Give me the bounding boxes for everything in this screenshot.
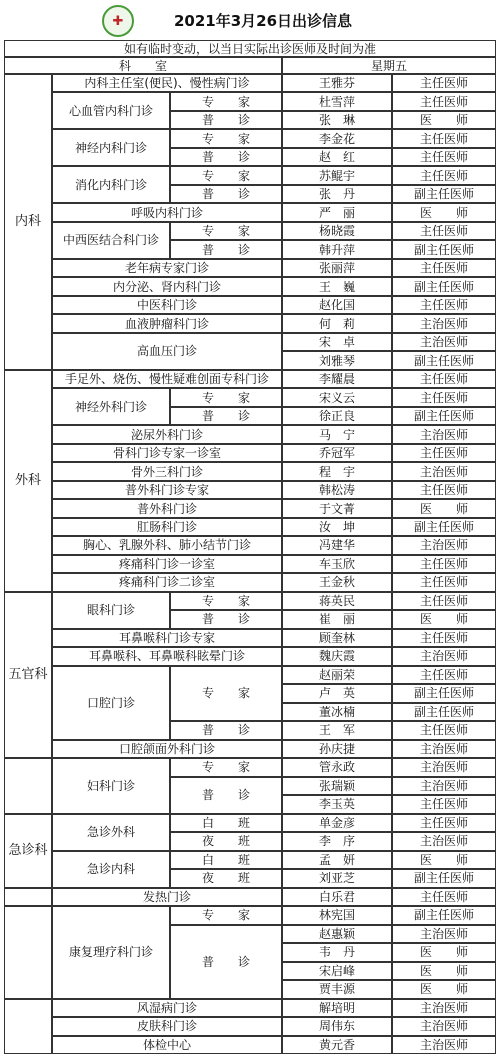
doctor-title: 副主任医师 <box>392 407 496 425</box>
doctor-name: 汝 坤 <box>282 518 392 536</box>
doctor-title: 主任医师 <box>392 129 496 147</box>
doctor-name: 徐正良 <box>282 407 392 425</box>
clinic-name: 疼痛科门诊一诊室 <box>52 555 282 573</box>
sub-clinic: 专 家 <box>170 222 282 240</box>
clinic-name: 口腔门诊 <box>52 666 170 740</box>
doctor-name: 乔冠军 <box>282 444 392 462</box>
doctor-name: 卢 英 <box>282 684 392 702</box>
clinic-name: 急诊外科 <box>52 814 170 851</box>
doctor-name: 马 宁 <box>282 425 392 443</box>
doctor-title: 主任医师 <box>392 296 496 314</box>
doctor-title: 主任医师 <box>392 222 496 240</box>
doctor-title: 主任医师 <box>392 814 496 832</box>
doctor-title: 主任医师 <box>392 592 496 610</box>
doctor-title: 医 师 <box>392 962 496 980</box>
clinic-name: 手足外、烧伤、慢性疑难创面专科门诊 <box>52 370 282 388</box>
clinic-name: 神经内科门诊 <box>52 129 170 166</box>
doctor-title: 主任医师 <box>392 370 496 388</box>
clinic-name: 神经外科门诊 <box>52 388 170 425</box>
sub-clinic: 普 诊 <box>170 185 282 203</box>
clinic-name: 消化内科门诊 <box>52 166 170 203</box>
doctor-title: 医 师 <box>392 610 496 628</box>
doctor-title: 主任医师 <box>392 721 496 739</box>
doctor-name: 刘雅琴 <box>282 351 392 369</box>
doctor-name: 赵化国 <box>282 296 392 314</box>
sub-clinic: 专 家 <box>170 758 282 776</box>
department-group: 急诊科 <box>4 814 52 888</box>
doctor-title: 主治医师 <box>392 425 496 443</box>
doctor-title: 副主任医师 <box>392 351 496 369</box>
clinic-name: 风湿病门诊 <box>52 999 282 1017</box>
doctor-title: 主治医师 <box>392 740 496 758</box>
doctor-title: 医 师 <box>392 980 496 998</box>
doctor-name: 程 宇 <box>282 462 392 480</box>
sub-clinic: 普 诊 <box>170 407 282 425</box>
sub-clinic: 专 家 <box>170 906 282 924</box>
clinic-name: 高血压门诊 <box>52 333 282 370</box>
clinic-name: 血液肿瘤科门诊 <box>52 314 282 332</box>
doctor-name: 何 莉 <box>282 314 392 332</box>
sub-clinic: 普 诊 <box>170 610 282 628</box>
doctor-title: 主治医师 <box>392 999 496 1017</box>
doctor-name: 赵惠颖 <box>282 925 392 943</box>
doctor-title: 主任医师 <box>392 166 496 184</box>
header-department: 科 室 <box>4 57 282 74</box>
doctor-title: 主治医师 <box>392 1017 496 1035</box>
doctor-name: 董冰楠 <box>282 703 392 721</box>
doctor-name: 李玉英 <box>282 795 392 813</box>
sub-clinic: 普 诊 <box>170 148 282 166</box>
doctor-title: 主任医师 <box>392 629 496 647</box>
clinic-name: 骨外三科门诊 <box>52 462 282 480</box>
doctor-title: 医 师 <box>392 851 496 869</box>
department-group: 五官科 <box>4 592 52 758</box>
sub-clinic: 专 家 <box>170 592 282 610</box>
clinic-name: 妇科门诊 <box>52 758 170 813</box>
doctor-title: 主治医师 <box>392 925 496 943</box>
doctor-title: 副主任医师 <box>392 684 496 702</box>
sub-clinic: 普 诊 <box>170 721 282 739</box>
doctor-name: 张丽萍 <box>282 259 392 277</box>
clinic-name: 疼痛科门诊二诊室 <box>52 573 282 591</box>
doctor-title: 主治医师 <box>392 777 496 795</box>
sub-clinic: 专 家 <box>170 129 282 147</box>
notice-row: 如有临时变动，以当日实际出诊医师及时间为准 <box>4 40 496 57</box>
sub-clinic: 专 家 <box>170 166 282 184</box>
doctor-title: 主治医师 <box>392 536 496 554</box>
page-title: 2021年3月26日出诊信息 <box>173 11 353 30</box>
clinic-name: 内科主任室(便民)、慢性病门诊 <box>52 74 282 92</box>
doctor-name: 孙庆捷 <box>282 740 392 758</box>
doctor-name: 贾丰源 <box>282 980 392 998</box>
doctor-title: 主任医师 <box>392 74 496 92</box>
doctor-name: 车玉欣 <box>282 555 392 573</box>
clinic-name: 口腔颌面外科门诊 <box>52 740 282 758</box>
doctor-name: 李耀晨 <box>282 370 392 388</box>
doctor-title: 医 师 <box>392 111 496 129</box>
sub-clinic: 普 诊 <box>170 240 282 258</box>
doctor-name: 韩松涛 <box>282 481 392 499</box>
sub-clinic: 专 家 <box>170 388 282 406</box>
doctor-name: 解培明 <box>282 999 392 1017</box>
department-group <box>4 999 52 1054</box>
doctor-name: 韩升萍 <box>282 240 392 258</box>
doctor-name: 于文菁 <box>282 499 392 517</box>
doctor-name: 宋 卓 <box>282 333 392 351</box>
doctor-name: 严 丽 <box>282 203 392 221</box>
clinic-name: 普外科门诊专家 <box>52 481 282 499</box>
doctor-name: 顾奎林 <box>282 629 392 647</box>
department-group <box>4 888 52 906</box>
clinic-name: 急诊内科 <box>52 851 170 888</box>
doctor-title: 主治医师 <box>392 333 496 351</box>
doctor-name: 杜雪萍 <box>282 92 392 110</box>
clinic-name: 泌尿外科门诊 <box>52 425 282 443</box>
doctor-name: 张瑞颖 <box>282 777 392 795</box>
doctor-title: 副主任医师 <box>392 906 496 924</box>
doctor-name: 管永政 <box>282 758 392 776</box>
doctor-name: 刘亚芝 <box>282 869 392 887</box>
sub-clinic: 普 诊 <box>170 111 282 129</box>
doctor-name: 魏庆霞 <box>282 647 392 665</box>
doctor-title: 主治医师 <box>392 1036 496 1054</box>
doctor-title: 主任医师 <box>392 259 496 277</box>
doctor-name: 张 琳 <box>282 111 392 129</box>
department-group: 内科 <box>4 74 52 370</box>
sub-clinic: 专 家 <box>170 666 282 721</box>
doctor-title: 主治医师 <box>392 647 496 665</box>
doctor-name: 白乐君 <box>282 888 392 906</box>
doctor-title: 医 师 <box>392 943 496 961</box>
clinic-name: 发热门诊 <box>52 888 282 906</box>
doctor-name: 韦 丹 <box>282 943 392 961</box>
doctor-title: 副主任医师 <box>392 703 496 721</box>
clinic-name: 胸心、乳腺外科、肺小结节门诊 <box>52 536 282 554</box>
doctor-title: 主治医师 <box>392 462 496 480</box>
sub-clinic: 专 家 <box>170 92 282 110</box>
clinic-name: 普外科门诊 <box>52 499 282 517</box>
sub-clinic: 白 班 <box>170 851 282 869</box>
clinic-name: 皮肤科门诊 <box>52 1017 282 1035</box>
doctor-name: 赵 红 <box>282 148 392 166</box>
sub-clinic: 夜 班 <box>170 869 282 887</box>
doctor-title: 医 师 <box>392 203 496 221</box>
doctor-title: 主治医师 <box>392 314 496 332</box>
sub-clinic: 白 班 <box>170 814 282 832</box>
doctor-name: 黄元香 <box>282 1036 392 1054</box>
doctor-title: 主治医师 <box>392 832 496 850</box>
doctor-title: 主治医师 <box>392 758 496 776</box>
doctor-name: 孟 妍 <box>282 851 392 869</box>
doctor-title: 副主任医师 <box>392 869 496 887</box>
clinic-name: 老年病专家门诊 <box>52 259 282 277</box>
doctor-name: 王雅芬 <box>282 74 392 92</box>
doctor-title: 主任医师 <box>392 555 496 573</box>
doctor-title: 医 师 <box>392 499 496 517</box>
doctor-title: 主任医师 <box>392 148 496 166</box>
department-group: 外科 <box>4 370 52 592</box>
clinic-name: 体检中心 <box>52 1036 282 1054</box>
clinic-name: 耳鼻喉科门诊专家 <box>52 629 282 647</box>
doctor-title: 副主任医师 <box>392 240 496 258</box>
doctor-title: 主任医师 <box>392 481 496 499</box>
sub-clinic: 普 诊 <box>170 777 282 814</box>
doctor-name: 宋义云 <box>282 388 392 406</box>
clinic-name: 中医科门诊 <box>52 296 282 314</box>
doctor-name: 王金秋 <box>282 573 392 591</box>
doctor-name: 单金彦 <box>282 814 392 832</box>
doctor-name: 林宪国 <box>282 906 392 924</box>
doctor-name: 张 丹 <box>282 185 392 203</box>
doctor-title: 主任医师 <box>392 92 496 110</box>
clinic-name: 心血管内科门诊 <box>52 92 170 129</box>
doctor-name: 杨晓霞 <box>282 222 392 240</box>
sub-clinic: 夜 班 <box>170 832 282 850</box>
doctor-name: 赵丽荣 <box>282 666 392 684</box>
clinic-name: 呼吸内科门诊 <box>52 203 282 221</box>
clinic-name: 骨科门诊专家一诊室 <box>52 444 282 462</box>
hospital-logo <box>102 5 134 37</box>
doctor-title: 副主任医师 <box>392 277 496 295</box>
doctor-name: 周伟东 <box>282 1017 392 1035</box>
clinic-name: 耳鼻喉科、耳鼻喉科眩晕门诊 <box>52 647 282 665</box>
doctor-title: 主任医师 <box>392 573 496 591</box>
doctor-title: 主任医师 <box>392 666 496 684</box>
doctor-name: 冯建华 <box>282 536 392 554</box>
header-weekday: 星期五 <box>282 57 496 74</box>
department-group <box>4 758 52 813</box>
doctor-name: 蒋英民 <box>282 592 392 610</box>
doctor-name: 苏鲲宇 <box>282 166 392 184</box>
doctor-name: 李 序 <box>282 832 392 850</box>
doctor-title: 主任医师 <box>392 388 496 406</box>
doctor-name: 崔 丽 <box>282 610 392 628</box>
doctor-title: 主任医师 <box>392 795 496 813</box>
doctor-title: 主任医师 <box>392 888 496 906</box>
doctor-name: 王 巍 <box>282 277 392 295</box>
clinic-name: 眼科门诊 <box>52 592 170 629</box>
doctor-name: 宋启峰 <box>282 962 392 980</box>
clinic-name: 内分泌、肾内科门诊 <box>52 277 282 295</box>
sub-clinic: 普 诊 <box>170 925 282 999</box>
cross-icon: ✚ <box>112 13 124 29</box>
doctor-name: 王 军 <box>282 721 392 739</box>
clinic-name: 中西医结合科门诊 <box>52 222 170 259</box>
doctor-title: 主任医师 <box>392 444 496 462</box>
doctor-title: 副主任医师 <box>392 518 496 536</box>
department-group <box>4 906 52 998</box>
clinic-name: 康复理疗科门诊 <box>52 906 170 998</box>
doctor-name: 李金花 <box>282 129 392 147</box>
clinic-name: 肛肠科门诊 <box>52 518 282 536</box>
doctor-title: 副主任医师 <box>392 185 496 203</box>
